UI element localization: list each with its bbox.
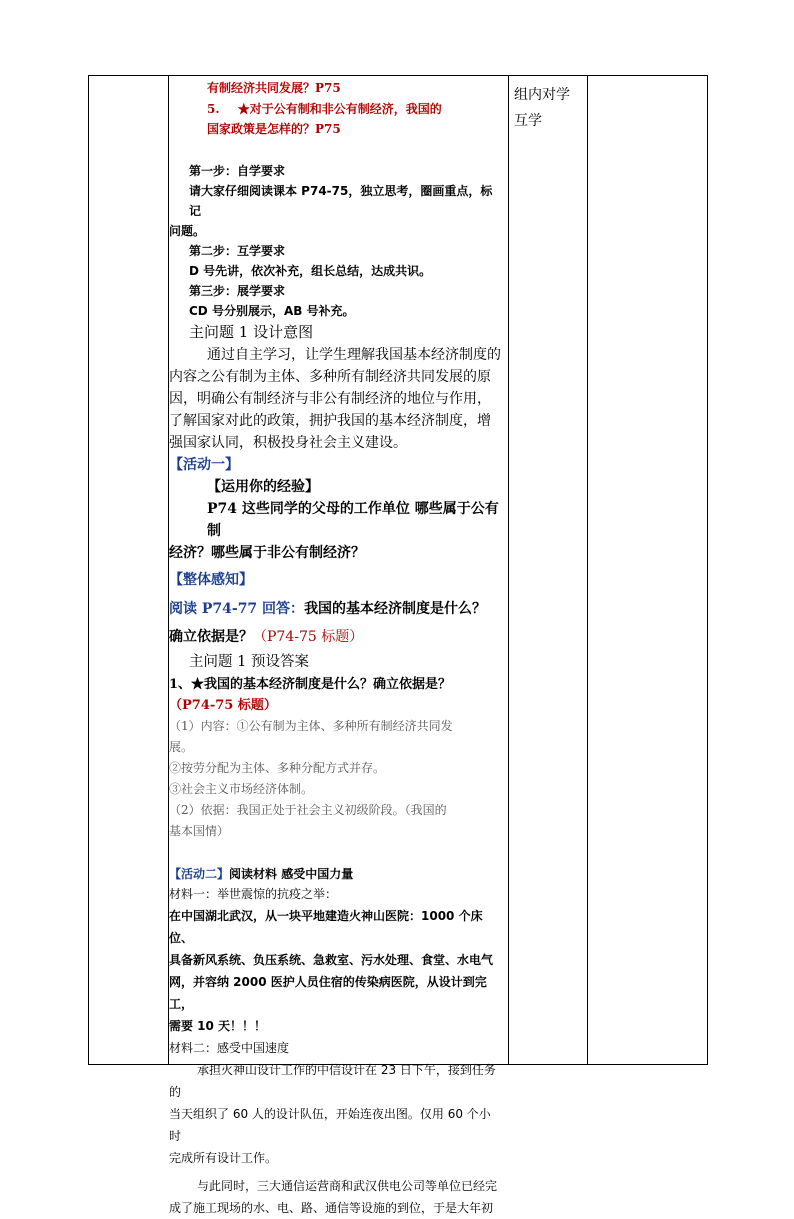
material2-line: 成了施工现场的水、电、路、通信等设施的到位，于是大年初 (169, 1201, 494, 1215)
answer-line: 展。 (169, 740, 194, 754)
step2-title: 第二步：互学要求 (189, 244, 286, 258)
material1-line: 在中国湖北武汉，从一块平地建造火神山医院：1000 个床位、 (169, 909, 483, 945)
activity1-block (169, 454, 502, 564)
activity1-sub-label: 【运用你的经验】 (207, 479, 319, 495)
design-intent-title: 主问题 1 设计意图 (189, 323, 314, 341)
overall-basis-question: 确立依据是？ (169, 629, 253, 645)
activity2-heading (169, 864, 502, 884)
activity1-question: 经济？哪些属于非公有制经济？ (169, 545, 365, 561)
answer-question: 1、★我国的基本经济制度是什么？确立依据是？ (169, 677, 452, 692)
answers-title: 主问题 1 预设答案 (189, 654, 309, 670)
overall-label: 【整体感知】 (169, 572, 253, 588)
material1-line: 具备新风系统、负压系统、急救室、污水处理、食堂、水电气 (169, 953, 494, 967)
overall-block (169, 569, 502, 649)
question-5-text: ★对于公有制和非公有制经济，我国的 (237, 102, 442, 116)
overall-basis-line (169, 625, 502, 649)
question-5-line1 (169, 99, 502, 119)
design-intent-line: 因，明确公有制经济与非公有制经济的地位与作用， (169, 391, 491, 407)
material2-line: 与此同时，三大通信运营商和武汉供电公司等单位已经完 (197, 1179, 498, 1193)
activity1-label: 【活动一】 (169, 457, 239, 473)
activity2-title: 阅读材料 感受中国力量 (229, 867, 354, 881)
method-line: 互学 (514, 113, 542, 129)
answer-line: ③社会主义市场经济体制。 (169, 782, 314, 796)
material2-title: 材料二：感受中国速度 (169, 1041, 290, 1055)
design-intent-line: 内容之公有制为主体、多种所有制经济共同发展的原 (169, 369, 491, 385)
question-5-number: 5. (207, 102, 220, 116)
question-4-tail: 有制经济共同发展？P75 (207, 81, 341, 95)
answer-question-ref: （P74-75 标题） (169, 698, 277, 713)
questions-block (169, 78, 502, 139)
method-cell (514, 82, 586, 134)
material1-line: 需要 10 天！！！ (169, 1019, 267, 1033)
material2-line: 当天组织了 60 人的设计队伍，开始连夜出图。仅用 60 个小时 (169, 1107, 491, 1143)
design-intent-block (169, 321, 502, 454)
design-intent-line: 了解国家对此的政策，拥护我国的基本经济制度，增 (169, 413, 491, 429)
activity2-block (169, 864, 502, 1219)
answer-line: ②按劳分配为主体、多种分配方式并存。 (169, 761, 386, 775)
activity1-question: P74 这些同学的父母的工作单位 哪些属于公有制 (207, 501, 499, 539)
activity2-label: 【活动二】 (169, 867, 230, 881)
design-intent-line: 通过自主学习，让学生理解我国基本经济制度的 (207, 347, 501, 363)
column-divider (587, 76, 588, 1064)
answer-line: （1）内容：①公有制为主体、多种所有制经济共同发 (169, 719, 453, 733)
column-divider (508, 76, 509, 1064)
step1-line2: 问题。 (169, 224, 206, 238)
lesson-plan-table (88, 75, 708, 1215)
steps-block (169, 161, 502, 321)
material1-line: 网，并容纳 2000 医护人员住宿的传染病医院，从设计到完工， (169, 975, 487, 1011)
material2-line: 承担火神山设计工作的中信设计在 23 日下午，接到任务的 (169, 1063, 496, 1099)
step1-line1: 请大家仔细阅读课本 P74-75，独立思考，圈画重点，标记 (189, 184, 493, 218)
answers-block (169, 651, 502, 842)
material1-title: 材料一：举世震惊的抗疫之举： (169, 887, 338, 901)
answer-line: （2）依据：我国正处于社会主义初级阶段。（我国的 (169, 803, 447, 817)
overall-read-prefix: 阅读 P74-77 回答： (169, 601, 305, 617)
question-5-line2: 国家政策是怎样的？P75 (207, 122, 341, 136)
step1-title: 第一步：自学要求 (189, 164, 286, 178)
answer-line: 基本国情） (169, 824, 230, 838)
content-cell (169, 78, 502, 1219)
step3-title: 第三步：展学要求 (189, 284, 286, 298)
material2-line: 完成所有设计工作。 (169, 1151, 278, 1165)
method-line: 组内对学 (514, 87, 570, 103)
overall-read-line (169, 597, 502, 621)
design-intent-line: 强国家认同，积极投身社会主义建设。 (169, 435, 407, 451)
overall-basis-ref: （P74-75 标题） (253, 629, 364, 645)
overall-read-question: 我国的基本经济制度是什么？ (304, 601, 487, 617)
step3-text: CD 号分别展示，AB 号补充。 (189, 304, 355, 318)
step2-text: D 号先讲，依次补充，组长总结，达成共识。 (189, 264, 432, 278)
